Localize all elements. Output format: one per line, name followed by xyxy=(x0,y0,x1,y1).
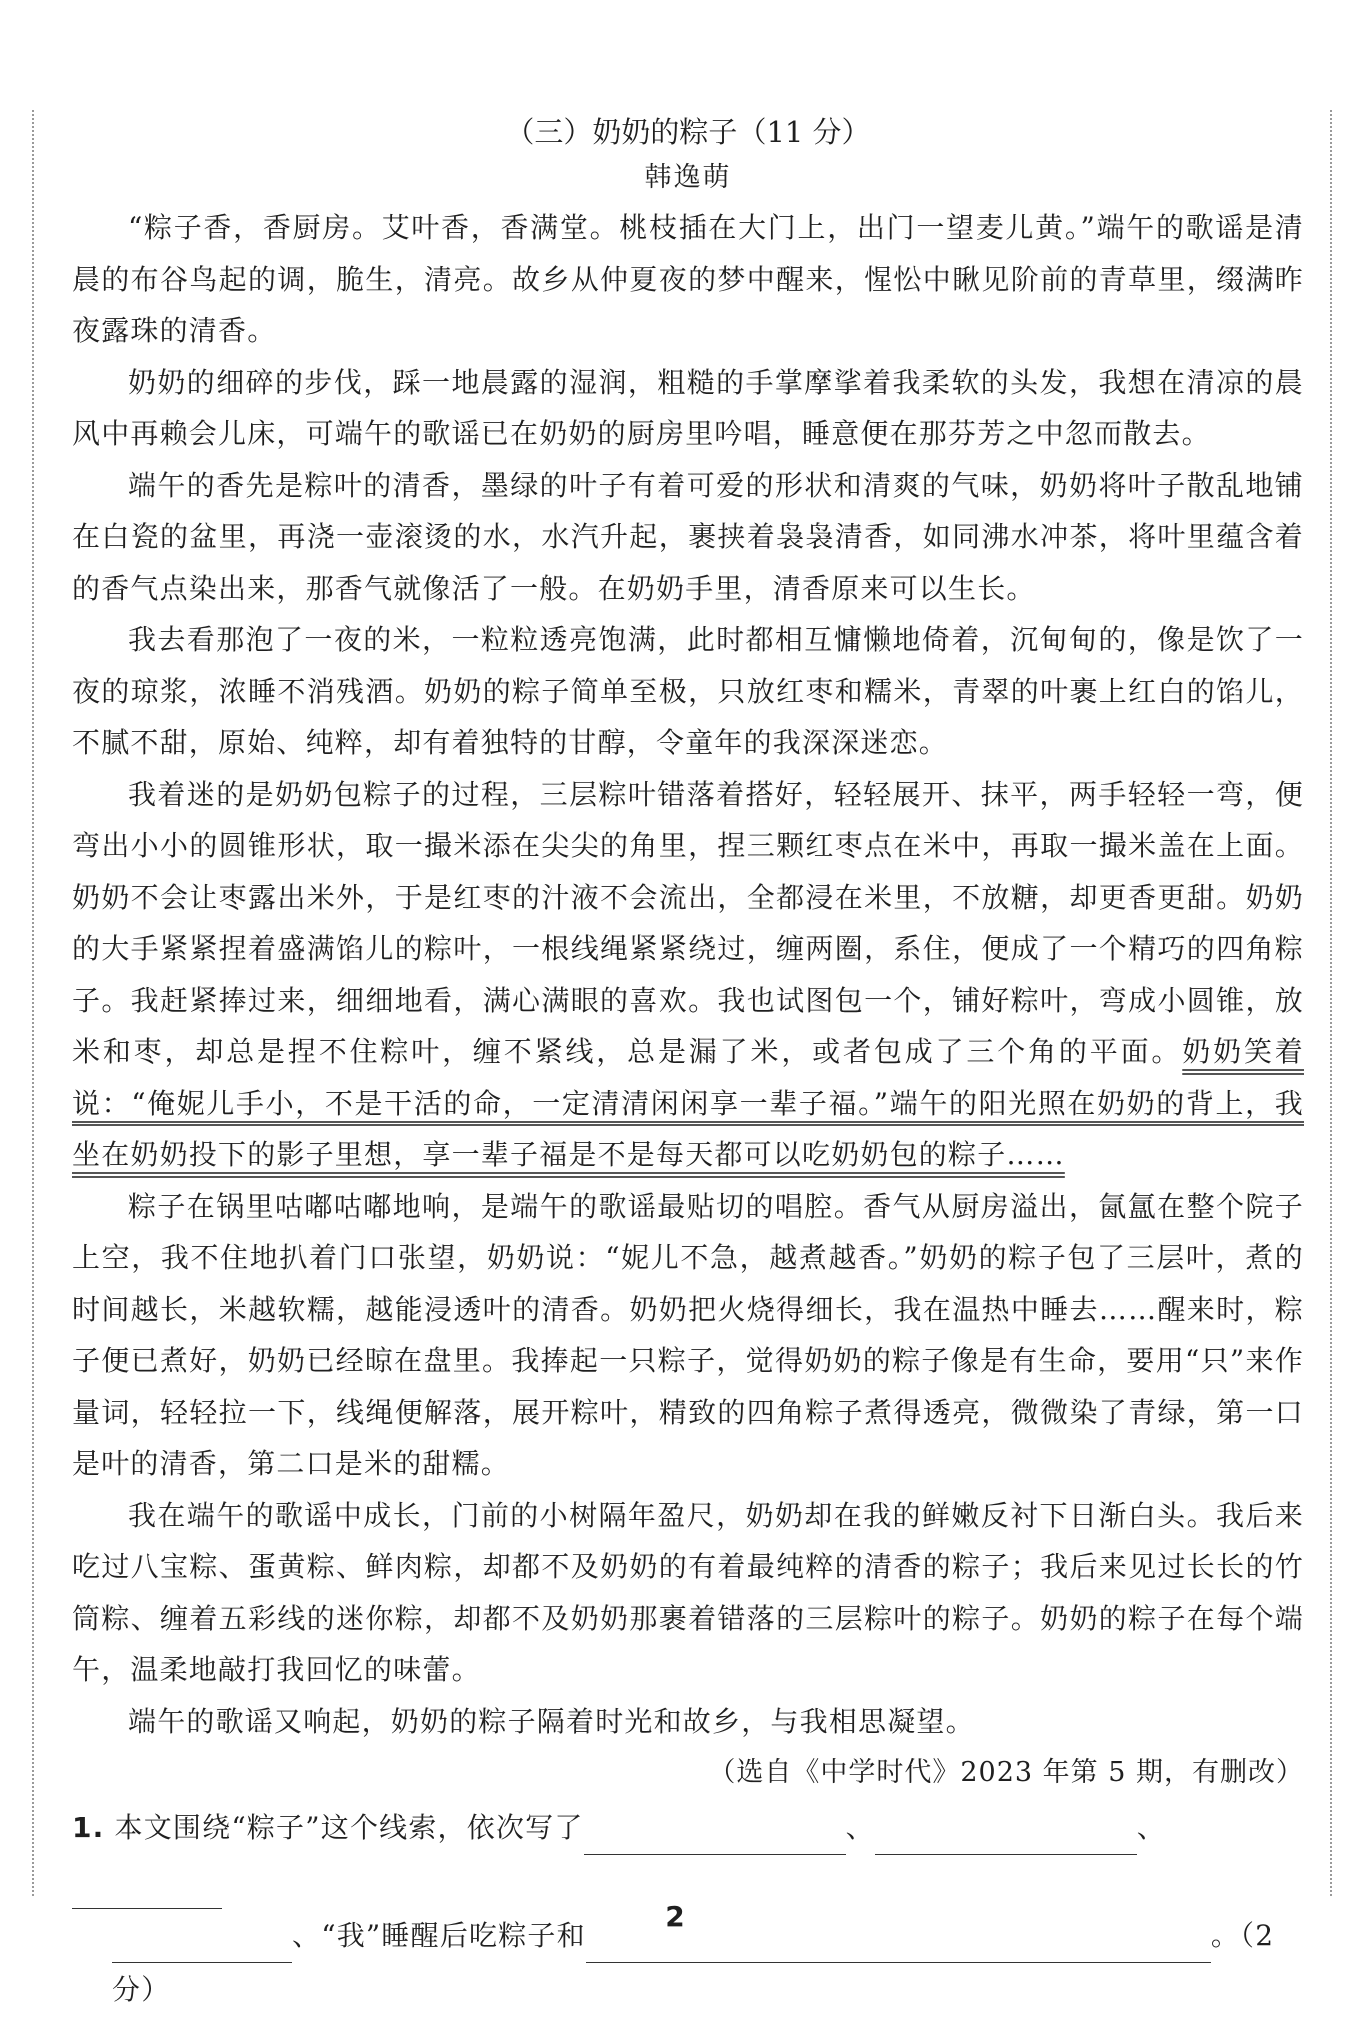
title-score: （11 分） xyxy=(737,115,871,149)
question-text-b: 、“我”睡醒后吃粽子和 xyxy=(292,1919,586,1952)
question-number: 1. xyxy=(72,1811,105,1844)
page-number: 2 xyxy=(665,1900,685,1933)
question-text-a: 本文围绕“粽子”这个线索，依次写了 xyxy=(114,1811,584,1844)
answer-blank-1[interactable] xyxy=(584,1820,846,1855)
paragraph-3: 端午的香先是粽叶的清香，墨绿的叶子有着可爱的形状和清爽的气味，奶奶将叶子散乱地铺在白瓷的盆里，再浇一壶滚烫的水，水汽升起，裹挟着袅袅清香，如同沸水冲茶，将叶里蕴含着的香气点染出来，那香气就像活了一般。在奶奶手里，清香原来可以生长。 xyxy=(72,468,1304,605)
answer-blank-3-cont[interactable] xyxy=(112,1928,292,1963)
answer-blank-4[interactable] xyxy=(586,1928,1211,1963)
paragraph-1: “粽子香，香厨房。艾叶香，香满堂。桃枝插在大门上，出门一望麦儿黄。”端午的歌谣是清晨的布谷鸟起的调，脆生，清亮。故乡从仲夏夜的梦中醒来，惺忪中瞅见阶前的青草里，缀满昨夜露珠的清香。 xyxy=(72,211,1304,347)
answer-blank-2[interactable] xyxy=(875,1820,1137,1855)
paragraph-2: 奶奶的细碎的步伐，踩一地晨露的湿润，粗糙的手掌摩挲着我柔软的头发，我想在清凉的晨风中再赖会儿床，可端午的歌谣已在奶奶的厨房里吟唱，睡意便在那芬芳之中忽而散去。 xyxy=(72,365,1304,450)
question-line-1 xyxy=(72,1801,1304,1909)
left-dotted-margin xyxy=(32,110,34,1896)
title-text: （三）奶奶的粽子 xyxy=(505,115,738,149)
article-title xyxy=(72,108,1304,156)
paragraph-4: 我去看那泡了一夜的米，一粒粒透亮饱满，此时都相互慵懒地倚着，沉甸甸的，像是饮了一夜的琼浆，浓睡不消残酒。奶奶的粽子简单至极，只放红枣和糯米，青翠的叶裹上红白的馅儿，不腻不甜，原始、纯粹，却有着独特的甘醇，令童年的我深深迷恋。 xyxy=(72,623,1304,759)
underlined-sentence: 奶奶笑着说：“俺妮儿手小，不是干活的命，一定清清闲闲享一辈子福。”端午的阳光照在奶奶的背上，我坐在奶奶投下的影子里想，享一辈子福是不是每天都可以吃奶奶包的粽子…… xyxy=(72,1035,1304,1171)
paragraph-6: 粽子在锅里咕嘟咕嘟地响，是端午的歌谣最贴切的唱腔。香气从厨房溢出，氤氲在整个院子上空，我不住地扒着门口张望，奶奶说：“妮儿不急，越煮越香。”奶奶的粽子包了三层叶，煮的时间越长，米越软糯，越能浸透叶的清香。奶奶把火烧得细长，我在温热中睡去……醒来时，粽子便已煮好，奶奶已经晾在盘里。我捧起一只粽子，觉得奶奶的粽子像是有生命，要用“只”来作量词，轻轻拉一下，线绳便解落，展开粽叶，精致的四角粽子煮得透亮，微微染了青绿，第一口是叶的清香，第二口是米的甜糯。 xyxy=(72,1189,1304,1480)
paragraph-5 xyxy=(72,769,1304,1181)
source-citation: （选自《中学时代》2023 年第 5 期，有删改） xyxy=(708,1757,1304,1788)
separator-1: 、 xyxy=(845,1811,875,1844)
paragraph-7: 我在端午的歌谣中成长，门前的小树隔年盈尺，奶奶却在我的鲜嫩反衬下日渐白头。我后来吃过八宝粽、蛋黄粽、鲜肉粽，却都不及奶奶的有着最纯粹的清香的粽子；我后来见过长长的竹筒粽、缠着五彩线的迷你粽，却都不及奶奶那裹着错落的三层粽叶的粽子。奶奶的粽子在每个端午，温柔地敲打我回忆的味蕾。 xyxy=(72,1498,1304,1686)
author: 韩逸萌 xyxy=(644,162,732,193)
right-dotted-margin xyxy=(1330,110,1332,1896)
article xyxy=(72,108,1304,2017)
separator-2: 、 xyxy=(1136,1811,1166,1844)
paragraph-8: 端午的歌谣又响起，奶奶的粽子隔着时光和故乡，与我相思凝望。 xyxy=(128,1704,975,1738)
question-score: 。（2 分） xyxy=(112,1919,1275,2006)
paragraph-5-text: 我着迷的是奶奶包粽子的过程，三层粽叶错落着搭好，轻轻展开、抹平，两手轻轻一弯，便弯出小小的圆锥形状，取一撮米添在尖尖的角里，捏三颗红枣点在米中，再取一撮米盖在上面。奶奶不会让枣露出米外，于是红枣的汁液不会流出，全都浸在米里，不放糖，却更香更甜。奶奶的大手紧紧捏着盛满馅儿的粽叶，一根线绳紧紧绕过，缠两圈，系住，便成了一个精巧的四角粽子。我赶紧捧过来，细细地看，满心满眼的喜欢。我也试图包一个，铺好粽叶，弯成小圆锥，放米和枣，却总是捏不住粽叶，缠不紧线，总是漏了米，或者包成了三个角的平面。 xyxy=(72,777,1304,1068)
